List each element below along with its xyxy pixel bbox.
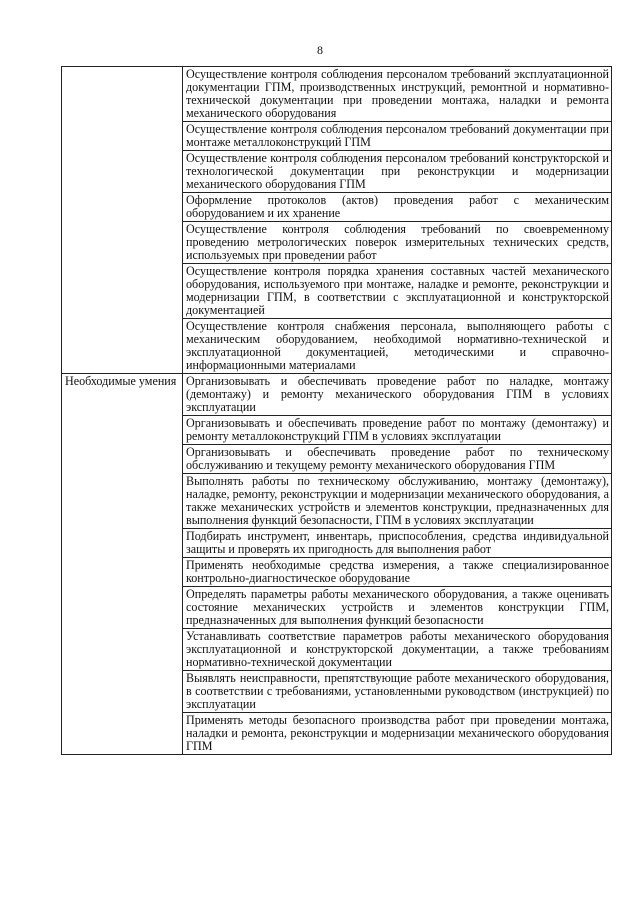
- requirement-item: Устанавливать соответствие параметров работы механического оборудования эксплуатационной и конструкторской документации, а также требованиям нормативно-технической документации: [183, 629, 612, 671]
- section-label: Необходимые умения: [62, 374, 183, 755]
- requirement-item: Оформление протоколов (актов) проведения работ с механическим оборудованием и их хранение: [183, 193, 612, 222]
- requirement-item: Организовывать и обеспечивать проведение работ по монтажу (демонтажу) и ремонту металлоконструкций ГПМ в условиях эксплуатации: [183, 416, 612, 445]
- page-number: 8: [317, 43, 323, 57]
- requirement-item: Осуществление контроля порядка хранения составных частей механического оборудования, используемого при монтаже, наладке и ремонте, реконструкции и модернизации ГПМ, в соответствии с эксплуатационной и конструкторской документацией: [183, 264, 612, 319]
- requirement-item: Организовывать и обеспечивать проведение работ по наладке, монтажу (демонтажу) и ремонту механического оборудования ГПМ в условиях эксплуатации: [183, 374, 612, 416]
- requirement-item: Осуществление контроля соблюдения персоналом требований документации при монтаже металлоконструкций ГПМ: [183, 122, 612, 151]
- requirement-item: Организовывать и обеспечивать проведение работ по техническому обслуживанию и текущему ремонту механического оборудования ГПМ: [183, 445, 612, 474]
- requirement-item: Подбирать инструмент, инвентарь, приспособления, средства индивидуальной защиты и проверять их пригодность для выполнения работ: [183, 529, 612, 558]
- requirement-item: Осуществление контроля снабжения персонала, выполняющего работы с механическим оборудованием, необходимой нормативно-технической и эксплуатационной документацией, методическими и справочно-информационными материалами: [183, 319, 612, 374]
- requirement-item: Осуществление контроля соблюдения требований по своевременному проведению метрологических поверок измерительных технических средств, используемых при проведении работ: [183, 222, 612, 264]
- requirement-item: Применять необходимые средства измерения, а также специализированное контрольно-диагностическое оборудование: [183, 558, 612, 587]
- requirements-table: [61, 66, 612, 755]
- requirement-item: Выявлять неисправности, препятствующие работе механического оборудования, в соответствии с требованиями, установленными руководством (инструкцией) по эксплуатации: [183, 671, 612, 713]
- requirement-item: Определять параметры работы механического оборудования, а также оценивать состояние механических устройств и элементов конструкции ГПМ, предназначенных для выполнения функций безопасности: [183, 587, 612, 629]
- requirements-table-body: [62, 67, 612, 755]
- table-row: [62, 374, 612, 416]
- table-row: [62, 67, 612, 122]
- requirement-item: Осуществление контроля соблюдения персоналом требований эксплуатационной документации ГПМ, производственных инструкций, ремонтной и нормативно-технической документации при проведении монтажа, наладки и ремонта механического оборудования: [183, 67, 612, 122]
- requirement-item: Применять методы безопасного производства работ при проведении монтажа, наладки и ремонта, реконструкции и модернизации механического оборудования ГПМ: [183, 713, 612, 755]
- requirement-item: Осуществление контроля соблюдения персоналом требований конструкторской и технологической документации при реконструкции и модернизации механического оборудования ГПМ: [183, 151, 612, 193]
- requirement-item: Выполнять работы по техническому обслуживанию, монтажу (демонтажу), наладке, ремонту, реконструкции и модернизации механического оборудования, а также механических устройств и элементов конструкции, предназначенных для выполнения функций безопасности, ГПМ в условиях эксплуатации: [183, 474, 612, 529]
- section-label: [62, 67, 183, 374]
